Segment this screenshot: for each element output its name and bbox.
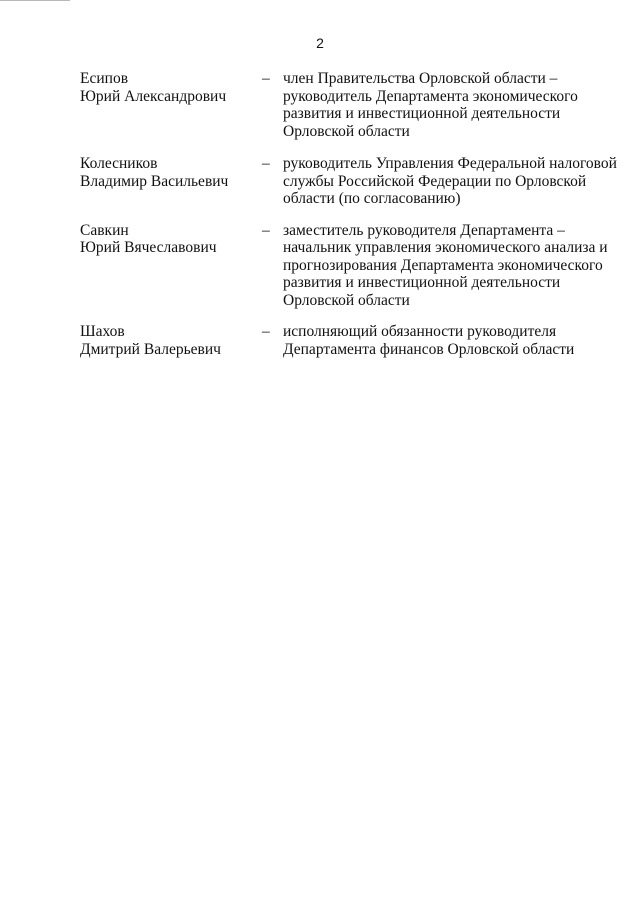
role-line: прогнозирования Департамента экономического	[283, 256, 603, 274]
member-entry	[80, 222, 620, 310]
member-role	[283, 70, 620, 140]
role-line: Орловской области	[283, 291, 410, 309]
member-given-names: Владимир Васильевич	[80, 172, 229, 190]
member-dash: –	[262, 155, 270, 172]
role-line: член Правительства Орловской области –	[283, 70, 558, 87]
scan-edge-mark	[0, 0, 70, 2]
member-surname: Савкин	[80, 221, 129, 239]
role-line: развития и инвестиционной деятельности	[283, 105, 561, 122]
role-line: развития и инвестиционной деятельности	[283, 274, 561, 291]
member-entry	[80, 323, 620, 358]
member-role	[283, 222, 620, 310]
member-name	[80, 323, 260, 358]
role-line: руководитель Управления Федеральной налоговой	[283, 155, 617, 172]
member-name	[80, 222, 260, 257]
members-list	[80, 70, 620, 358]
role-line: службы Российской Федерации по Орловской	[283, 172, 587, 190]
member-role	[283, 155, 620, 208]
role-line: Департамента финансов Орловской области	[283, 340, 575, 358]
role-line: начальник управления экономического анализа и	[283, 239, 608, 256]
member-surname: Шахов	[80, 323, 125, 340]
member-entry	[80, 70, 620, 140]
role-line: Орловской области	[283, 122, 410, 140]
role-line: исполняющий обязанности руководителя	[283, 323, 557, 340]
role-line: руководитель Департамента экономического	[283, 87, 578, 105]
page-number: 2	[316, 35, 324, 51]
member-given-names: Юрий Александрович	[80, 87, 227, 105]
role-line: заместитель руководителя Департамента –	[283, 221, 565, 239]
member-surname: Есипов	[80, 70, 129, 87]
member-entry	[80, 155, 620, 208]
member-given-names: Юрий Вячеславович	[80, 239, 217, 256]
role-line: области (по согласованию)	[283, 190, 461, 207]
member-name	[80, 70, 260, 105]
member-name	[80, 155, 260, 190]
member-dash: –	[262, 221, 270, 239]
member-given-names: Дмитрий Валерьевич	[80, 340, 221, 358]
member-dash: –	[262, 323, 270, 340]
member-role	[283, 323, 620, 358]
member-surname: Колесников	[80, 155, 158, 172]
member-dash: –	[262, 70, 270, 87]
